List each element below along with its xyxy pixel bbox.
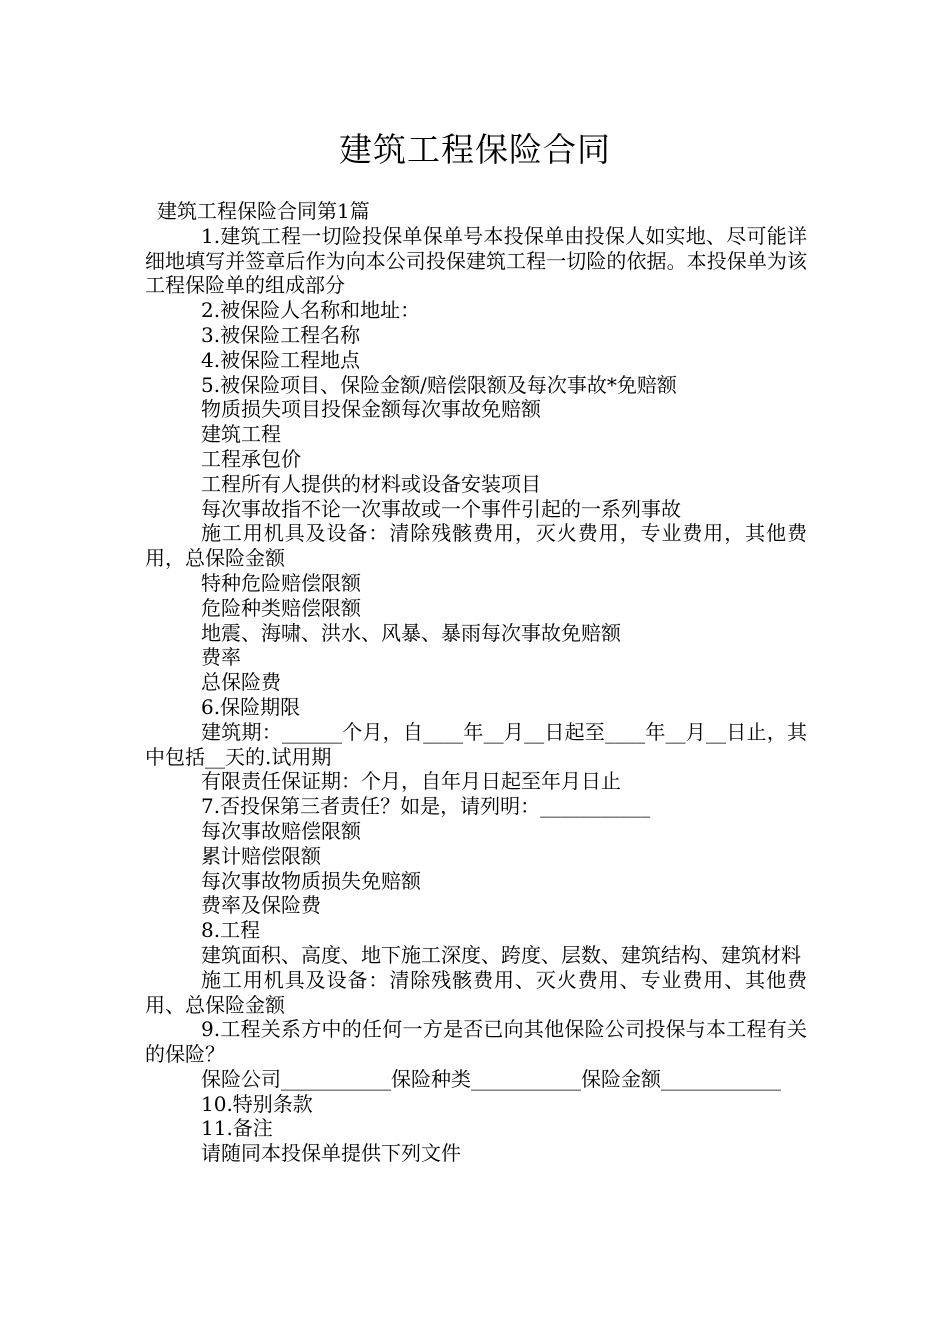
paragraph: 每次事故物质损失免赔额 (201, 868, 421, 893)
paragraph: 建筑工程 (201, 422, 281, 447)
paragraph: 费率及保险费 (201, 893, 321, 918)
paragraph: 5.被保险项目、保险金额/赔偿限额及每次事故*免赔额 (201, 372, 677, 397)
paragraph: 每次事故指不论一次事故或一个事件引起的一系列事故 (201, 496, 681, 521)
paragraph: 6.保险期限 (201, 694, 301, 719)
paragraph: 保险公司___________保险种类___________保险金额____________ (201, 1066, 781, 1091)
paragraph: 8.工程 (201, 918, 261, 943)
paragraph: 总保险费 (201, 670, 281, 695)
paragraph: 工程所有人提供的材料或设备安装项目 (201, 471, 541, 496)
document-title: 建筑工程保险合同 (339, 130, 611, 169)
paragraph: 1.建筑工程一切险投保单保单号本投保单由投保人如实地、尽可能详细地填写并签章后作为向本公司投保建筑工程一切险的依据。本投保单为该工程保险单的组成部分 (145, 223, 807, 298)
section-heading: 建筑工程保险合同第1篇 (157, 199, 370, 223)
paragraph: 物质损失项目投保金额每次事故免赔额 (201, 397, 541, 422)
paragraph: 4.被保险工程地点 (201, 347, 361, 372)
paragraph: 7.否投保第三者责任？如是，请列明：___________ (201, 794, 651, 819)
paragraph: 特种危险赔偿限额 (201, 570, 361, 595)
paragraph: 3.被保险工程名称 (201, 322, 361, 347)
paragraph: 有限责任保证期：个月，自年月日起至年月日止 (201, 769, 621, 794)
paragraph: 9.工程关系方中的任何一方是否已向其他保险公司投保与本工程有关的保险？ (145, 1017, 807, 1067)
paragraph: 建筑期：______个月，自____年__月__日起至____年__月__日止，其中包括__天的.试用期 (145, 719, 807, 769)
paragraph: 费率 (201, 645, 241, 670)
paragraph: 工程承包价 (201, 446, 301, 471)
paragraph: 施工用机具及设备：清除残骸费用、灭火费用、专业费用、其他费用、总保险金额 (145, 967, 807, 1017)
paragraph: 请随同本投保单提供下列文件 (201, 1141, 461, 1166)
document-body (145, 199, 807, 1166)
paragraph: 每次事故赔偿限额 (201, 818, 361, 843)
paragraph: 建筑面积、高度、地下施工深度、跨度、层数、建筑结构、建筑材料 (201, 942, 801, 967)
paragraph: 累计赔偿限额 (201, 843, 321, 868)
paragraph: 11.备注 (201, 1116, 273, 1141)
paragraph: 危险种类赔偿限额 (201, 595, 361, 620)
paragraph: 2.被保险人名称和地址： (201, 298, 421, 323)
paragraph: 施工用机具及设备：清除残骸费用，灭火费用，专业费用，其他费用，总保险金额 (145, 521, 807, 571)
paragraph: 地震、海啸、洪水、风暴、暴雨每次事故免赔额 (201, 620, 621, 645)
paragraph: 10.特别条款 (201, 1091, 313, 1116)
